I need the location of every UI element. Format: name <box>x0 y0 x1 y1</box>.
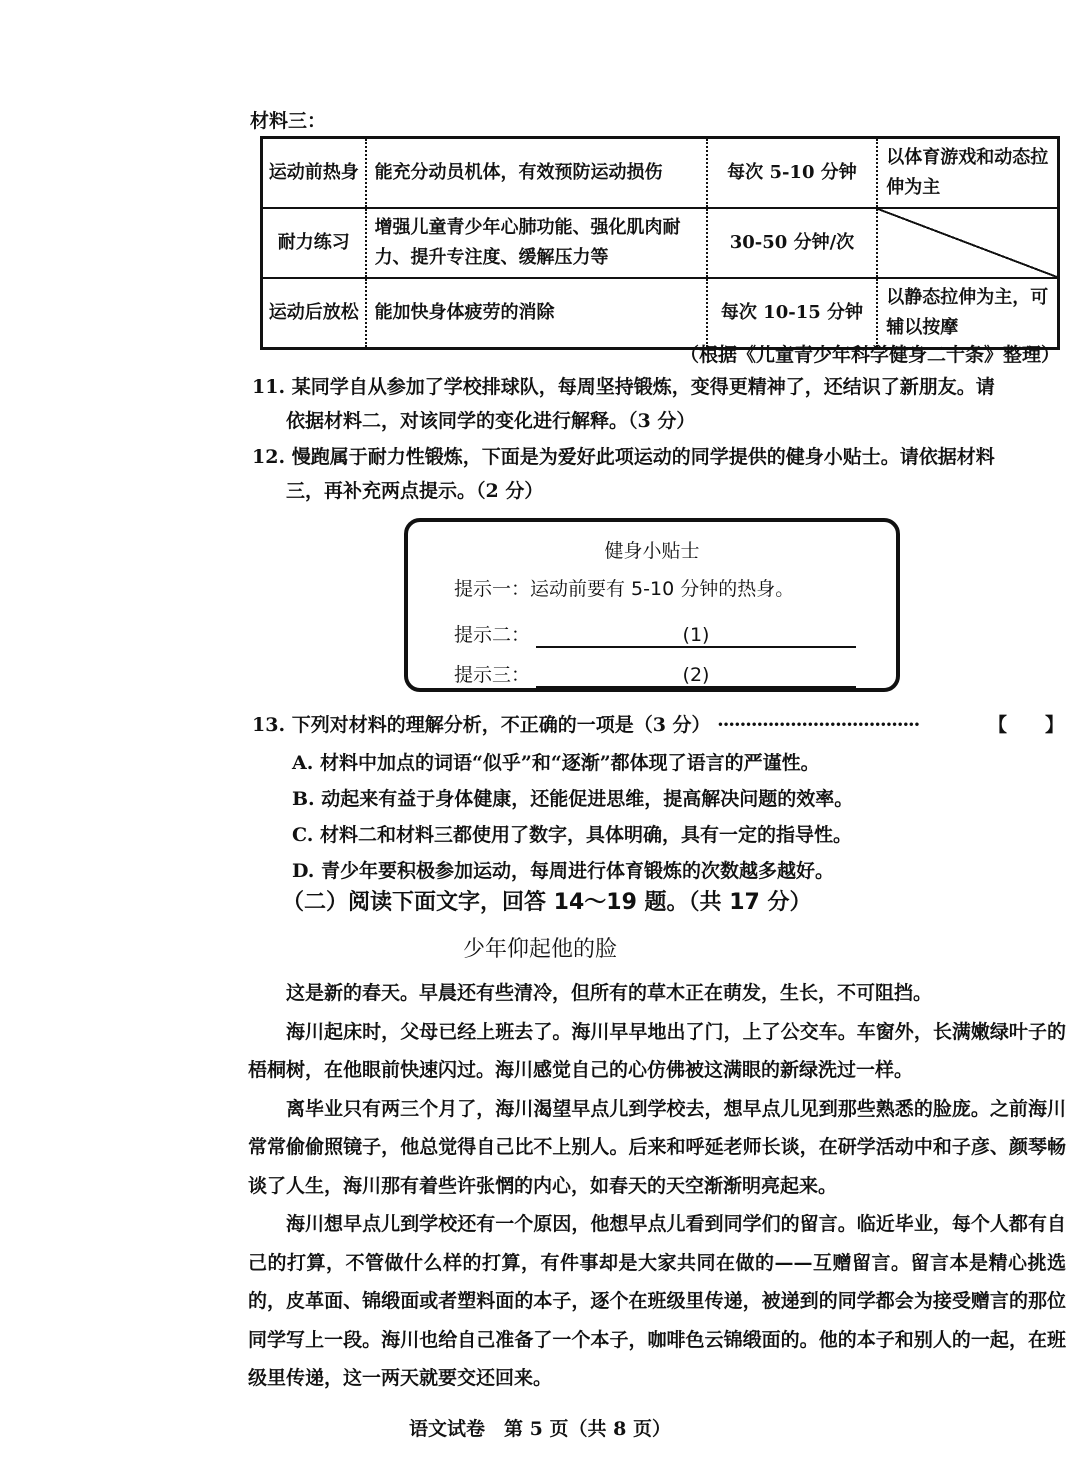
table-row <box>262 208 1059 278</box>
table-row <box>262 138 1059 209</box>
question-number: 12. <box>252 446 286 468</box>
question-12 <box>252 440 1064 508</box>
row-time: 每次 5-10 分钟 <box>707 138 878 209</box>
tip-2-label: 提示二： <box>454 624 531 646</box>
tip-3 <box>454 660 856 688</box>
row-effect: 增强儿童青少年心肺功能、强化肌肉耐力、提升专注度、缓解压力等 <box>366 208 707 278</box>
question-text-cont: 依据材料二，对该同学的变化进行解释。（3 分） <box>286 410 696 432</box>
row-name: 运动后放松 <box>268 302 359 323</box>
material3-label: 材料三： <box>250 110 327 132</box>
story-body <box>248 974 1066 1398</box>
question-number: 11. <box>252 376 286 398</box>
tip-2 <box>454 620 856 648</box>
paragraph: 离毕业只有两三个月了，海川渴望早点儿到学校去，想早点儿见到那些熟悉的脸庞。之前海川常常偷偷照镜子，他总觉得自己比不上别人。后来和呼延老师长谈，在研学活动中和子彦、颜琴畅谈了人生，海川那有着些许张惘的内心，如春天的天空渐渐明亮起来。 <box>248 1097 1066 1197</box>
material3-table <box>260 136 1060 350</box>
option-b: B. 动起来有益于身体健康，还能促进思维，提高解决问题的效率。 <box>292 788 854 810</box>
question-11 <box>252 370 1064 438</box>
question-number: 13. <box>252 714 286 736</box>
paragraph: 海川想早点儿到学校还有一个原因，他想早点儿看到同学们的留言。临近毕业，每个人都有自己的打算，不管做什么样的打算，有件事却是大家共同在做的——互赠留言。留言本是精心挑选的，皮革面、锦缎面或者塑料面的本子，逐个在班级里传递，被递到的同学都会为接受赠言的那位同学写上一段。海川也给自己准备了一个本子，咖啡色云锦缎面的。他的本子和别人的一起，在班级里传递，这一两天就要交还回来。 <box>248 1213 1066 1389</box>
row-note-empty <box>877 208 1058 278</box>
question-text: 下列对材料的理解分析，不正确的一项是（3 分） <box>291 714 711 736</box>
row-time: 每次 10-15 分钟 <box>707 278 878 349</box>
section-2-heading: （二）阅读下面文字，回答 14～19 题。（共 17 分） <box>282 890 812 915</box>
tip-3-blank[interactable]: (2) <box>536 664 856 688</box>
row-note: 以静态拉伸为主，可辅以按摩 <box>877 278 1058 349</box>
table-row <box>262 278 1059 349</box>
tip-1: 提示一：运动前要有 5-10 分钟的热身。 <box>454 578 795 600</box>
row-time: 30-50 分钟/次 <box>707 208 878 278</box>
option-a: A. 材料中加点的词语“似乎”和“逐渐”都体现了语言的严谨性。 <box>292 752 820 774</box>
option-c: C. 材料二和材料三都使用了数字，具体明确，具有一定的指导性。 <box>292 824 853 846</box>
answer-bracket[interactable]: 【 】 <box>987 714 1064 736</box>
story-title: 少年仰起他的脸 <box>462 937 617 962</box>
question-text-cont: 三，再补充两点提示。（2 分） <box>286 480 544 502</box>
row-note: 以体育游戏和动态拉伸为主 <box>877 138 1058 209</box>
tip-2-blank[interactable]: (1) <box>536 624 856 648</box>
row-name: 运动前热身 <box>262 138 366 209</box>
question-text: 慢跑属于耐力性锻炼，下面是为爱好此项运动的同学提供的健身小贴士。请依据材料 <box>291 446 995 468</box>
row-name: 耐力练习 <box>262 208 366 278</box>
question-13 <box>252 708 1064 742</box>
tips-title: 健身小贴士 <box>604 540 700 562</box>
paragraph: 这是新的春天。早晨还有些清冷，但所有的草木正在萌发，生长，不可阻挡。 <box>286 982 933 1004</box>
source-citation: （根据《儿童青少年科学健身二十条》整理） <box>679 344 1060 366</box>
row-effect: 能充分动员机体，有效预防运动损伤 <box>366 138 707 209</box>
row-effect: 能加快身体疲劳的消除 <box>366 278 707 349</box>
answer-leader-dots: ···································· <box>717 714 920 736</box>
question-text: 某同学自从参加了学校排球队，每周坚持锻炼，变得更精神了，还结识了新朋友。请 <box>291 376 995 398</box>
option-d: D. 青少年要积极参加运动，每周进行体育锻炼的次数越多越好。 <box>292 860 835 882</box>
paragraph: 海川起床时，父母已经上班去了。海川早早地出了门，上了公交车。车窗外，长满嫩绿叶子的梧桐树，在他眼前快速闪过。海川感觉自己的心仿佛被这满眼的新绿洗过一样。 <box>248 1020 1066 1081</box>
tip-3-label: 提示三： <box>454 664 531 686</box>
page-footer: 语文试卷 第 5 页（共 8 页） <box>409 1418 671 1440</box>
fitness-tips-box <box>404 518 900 692</box>
